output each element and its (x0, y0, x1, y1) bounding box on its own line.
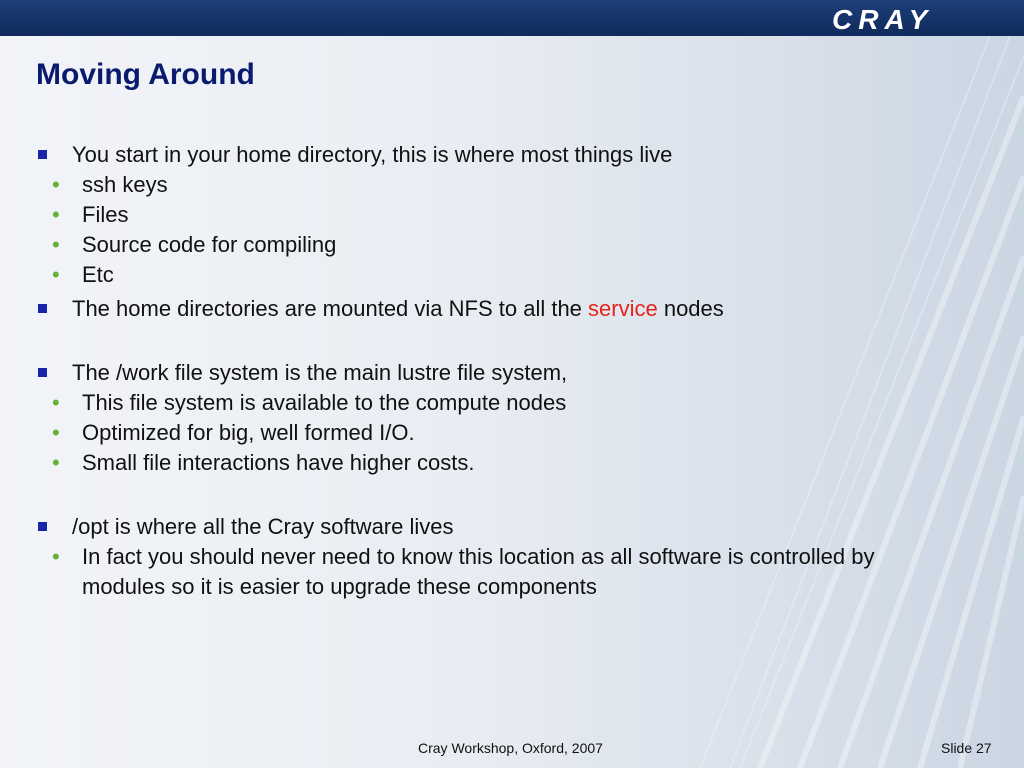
square-bullet-icon (38, 522, 47, 531)
dot-bullet-icon: • (52, 172, 60, 197)
sub-item-text: Optimized for big, well formed I/O. (82, 420, 415, 445)
sub-item (36, 230, 996, 260)
slide-title: Moving Around (36, 58, 255, 91)
dot-bullet-icon: • (52, 202, 60, 227)
bullet-text: You start in your home directory, this is where most things live (72, 142, 673, 167)
dot-bullet-icon: • (52, 390, 60, 415)
square-bullet-icon (38, 304, 47, 313)
square-bullet-icon (38, 150, 47, 159)
cray-logo (832, 6, 1002, 32)
bullet-work-filesystem (36, 358, 996, 478)
square-bullet-icon (38, 368, 47, 377)
bullet-nfs (36, 294, 996, 324)
footer-workshop: Cray Workshop, Oxford, 2007 (418, 740, 603, 756)
sub-item-text: Small file interactions have higher costs. (82, 450, 475, 475)
bullet-home-directory (36, 140, 996, 290)
sub-item-text: Etc (82, 262, 114, 287)
sub-item-text: This file system is available to the compute nodes (82, 390, 567, 415)
sub-list (36, 388, 996, 478)
sub-item-text: ssh keys (82, 172, 168, 197)
svg-text:CRAY: CRAY (832, 6, 934, 32)
sub-item (36, 448, 996, 478)
sub-item (36, 418, 996, 448)
slide-content (36, 140, 996, 602)
dot-bullet-icon: • (52, 232, 60, 257)
sub-item (36, 200, 996, 230)
bullet-text: /opt is where all the Cray software lives (72, 514, 454, 539)
dot-bullet-icon: • (52, 420, 60, 445)
sub-list (36, 542, 996, 602)
sub-item (36, 170, 996, 200)
sub-item (36, 260, 996, 290)
sub-item (36, 388, 996, 418)
highlight-text: service (588, 296, 658, 321)
bullet-opt (36, 512, 996, 602)
sub-item-text: Files (82, 202, 129, 227)
sub-item-text: Source code for compiling (82, 232, 337, 257)
header-bar (0, 0, 1024, 36)
sub-item (36, 542, 902, 602)
bullet-text: The /work file system is the main lustre file system, (72, 360, 568, 385)
dot-bullet-icon: • (52, 544, 60, 569)
sub-item-text: In fact you should never need to know this location as all software is controlled by modules so it is easier to upgrade these components (82, 544, 875, 599)
sub-list (36, 170, 996, 290)
bullet-text-end: nodes (657, 296, 724, 321)
footer-slide-number: Slide 27 (941, 740, 992, 756)
bullet-text: The home directories are mounted via NFS to all the (72, 296, 589, 321)
dot-bullet-icon: • (52, 450, 60, 475)
dot-bullet-icon: • (52, 262, 60, 287)
